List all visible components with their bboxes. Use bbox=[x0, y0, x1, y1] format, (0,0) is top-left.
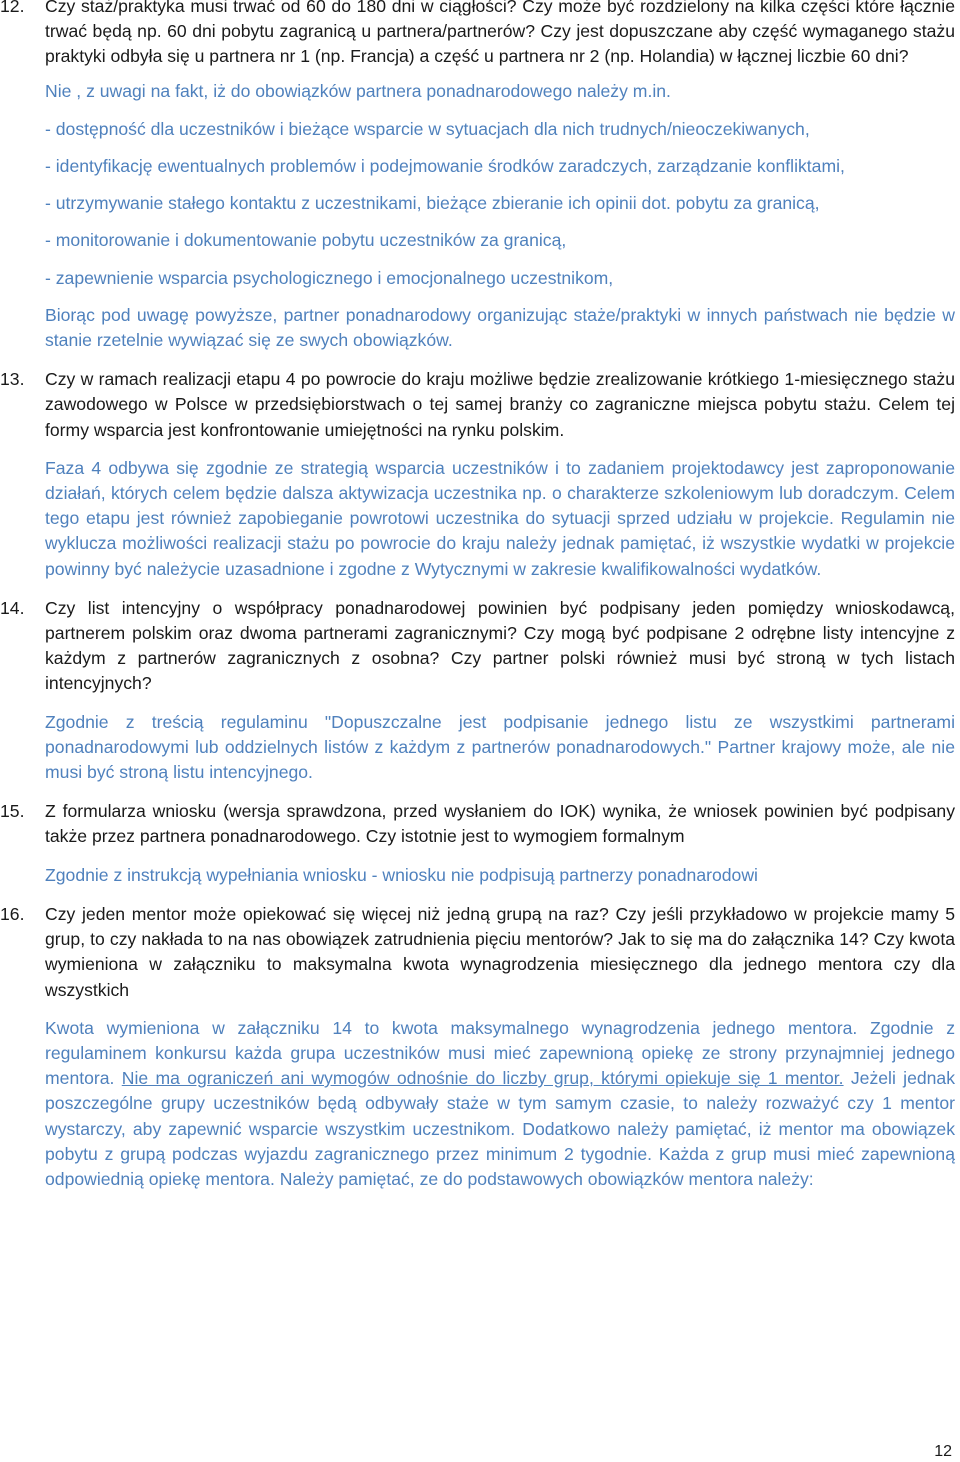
answer-16-underlined: Nie ma ograniczeń ani wymogów odnośnie do liczby grup, którymi opiekuje się 1 mentor. bbox=[121, 1068, 844, 1089]
question-14 bbox=[0, 596, 960, 697]
answer-12-intro: Nie , z uwagi na fakt, iż do obowiązków partnera ponadnarodowego należy m.in. bbox=[45, 80, 671, 101]
answer-15: Zgodnie z instrukcją wypełniania wniosku - wniosku nie podpisują partnerzy ponadnarodowi bbox=[45, 864, 758, 885]
question-12 bbox=[0, 0, 960, 70]
answer-12-duty-4: - monitorowanie i dokumentowanie pobytu uczestników za granicą, bbox=[45, 230, 567, 251]
answer-12-duty-3: - utrzymywanie stałego kontaktu z uczestnikami, bieżące zbieranie ich opinii dot. pobytu za granicą, bbox=[45, 193, 820, 214]
answer-16-part-2: Jeżeli jednak poszczególne grupy uczestników będą odbywały staże w tym samym czasie, to należy rozważyć czy 1 mentor wystarczy, aby zapewnić wsparcie wszystkim uczestnikom. Dodatkowo należy pamiętać, iż mentor ma obowiązek pobytu z grupą podczas wyjazdu zagranicznego przez minimum 2 tygodnie. Każda z grup musi mieć zapewnioną odpowiednią opiekę mentora. Należy pamiętać, ze do podstawowych obowiązków mentora należy: bbox=[45, 1068, 956, 1189]
question-number: 14. bbox=[0, 597, 25, 618]
question-text: Czy staż/praktyka musi trwać od 60 do 180 dni w ciągłości? Czy może być rozdzielony na kilka części które łącznie trwać będą np. 60 dni pobytu zagranicą u partnera/partnerów? Czy jest dopuszczane aby część wymaganego stażu praktyki odbyła się u partnera nr 1 (np. Francja) a część u partnera nr 2 (np. Holandia) w łącznej liczbie 60 dni? bbox=[45, 0, 955, 67]
answer-16 bbox=[0, 1016, 960, 1192]
answer-12-conclusion: Biorąc pod uwagę powyższe, partner ponadnarodowy organizując staże/praktyki w innych państwach nie będzie w stanie rzetelnie wywiązać się ze swych obowiązków. bbox=[45, 304, 955, 351]
question-number: 16. bbox=[0, 903, 25, 924]
answer-14: Zgodnie z treścią regulaminu "Dopuszczalne jest podpisanie jednego listu ze wszystkimi partnerami ponadnarodowymi lub oddzielnych listów z każdym z partnerów ponadnarodowych." Partner krajowy może, ale nie musi być stroną listu intencyjnego. bbox=[45, 711, 955, 783]
answer-13: Faza 4 odbywa się zgodnie ze strategią wsparcia uczestników i to zadaniem projektodawcy jest zaproponowanie działań, których celem będzie dalsza aktywizacja uczestnika np. o charakterze szkoleniowym lub doradczym. Celem tego etapu jest również zapobieganie powrotowi uczestnika do sytuacji sprzed udziału w projekcie. Regulamin nie wyklucza możliwości realizacji stażu po powrocie do kraju należy jednak pamiętać, iż wszystkie wydatki w projekcie powinny być należycie uzasadnione i zgodne z Wytycznymi w zakresie kwalifikowalności wydatków. bbox=[45, 457, 955, 579]
question-15 bbox=[0, 799, 960, 849]
question-16 bbox=[0, 902, 960, 1003]
question-number: 13. bbox=[0, 369, 25, 390]
question-text: Czy list intencyjny o współpracy ponadnarodowej powinien być podpisany jeden pomiędzy wnioskodawcą, partnerem polskim oraz dwoma partnerami zagranicznymi? Czy mogą być podpisane 2 odrębne listy intencyjne z każdym z partnerów zagranicznych z osobna? Czy partner polski również musi być stroną w tych listach intencyjnych? bbox=[45, 597, 955, 694]
question-number: 15. bbox=[0, 801, 25, 822]
question-text: Z formularza wniosku (wersja sprawdzona, przed wysłaniem do IOK) wynika, że wniosek powinien być podpisany także przez partnera ponadnarodowego. Czy istotnie jest to wymogiem formalnym bbox=[45, 801, 955, 847]
answer-12-duty-1: - dostępność dla uczestników i bieżące wsparcie w sytuacjach dla nich trudnych/nieoczekiwanych, bbox=[45, 118, 810, 139]
answer-12-duty-5: - zapewnienie wsparcia psychologicznego i emocjonalnego uczestnikom, bbox=[45, 267, 614, 288]
question-text: Czy w ramach realizacji etapu 4 po powrocie do kraju możliwe będzie zrealizowanie krótkiego 1-miesięcznego stażu zawodowego w Polsce w przedsiębiorstwach o tej samej branży co zagraniczne miejsca pobytu stażu. Celem tej formy wsparcia jest konfrontowanie umiejętności na rynku polskim. bbox=[45, 369, 955, 440]
question-text: Czy jeden mentor może opiekować się więcej niż jedną grupą na raz? Czy jeśli przykładowo w projekcie mamy 5 grup, to czy nakłada to na nas obowiązek zatrudnienia pięciu mentorów? Jak to się ma do załącznika 14? Czy kwota wymieniona w załączniku to maksymalna kwota wynagrodzenia miesięcznego dla jednego mentora czy dla wszystkich bbox=[45, 903, 955, 1000]
answer-16-part-1: Kwota wymieniona w załączniku 14 to kwota maksymalnego wynagrodzenia jednego mentora. Zgodnie z regulaminem konkursu każda grupa uczestników musi mieć zapewnioną opiekę ze strony przynajmniej jednego mentora. bbox=[45, 1017, 955, 1089]
answer-12-duty-2: - identyfikację ewentualnych problemów i podejmowanie środków zaradczych, zarządzanie konfliktami, bbox=[45, 156, 845, 177]
page-number: 12 bbox=[934, 1443, 952, 1460]
question-number: 12. bbox=[0, 0, 25, 16]
question-13 bbox=[0, 367, 960, 443]
